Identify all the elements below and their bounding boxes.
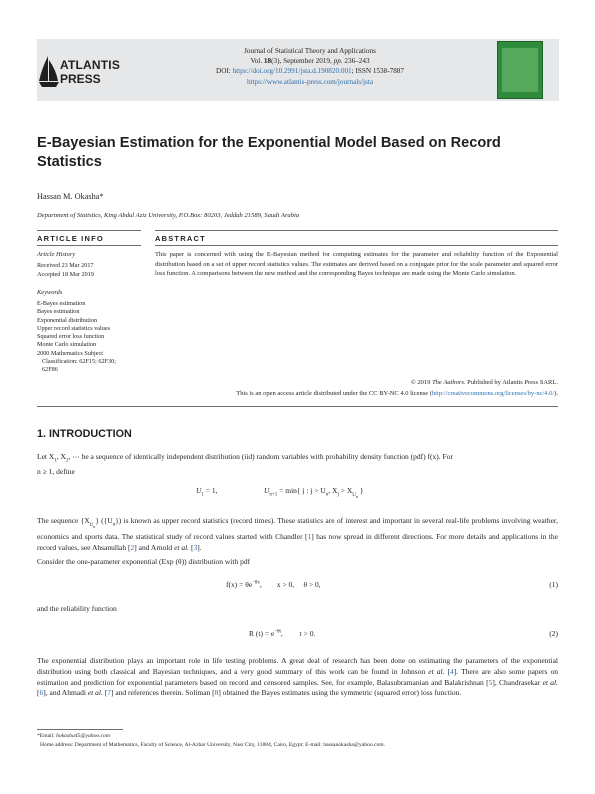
text-run: ]. <box>197 543 202 553</box>
keyword: Bayes estimation <box>37 308 80 316</box>
author-name: Hassan M. Okasha* <box>37 192 104 201</box>
abstract-rule <box>155 245 558 246</box>
citation-link[interactable]: 7 <box>107 688 111 698</box>
email-line <box>37 732 385 741</box>
eq-rhs: = min{ j : j > U <box>279 486 326 495</box>
journal-name: Journal of Statistical Theory and Applications <box>244 47 376 55</box>
text-run: et al. <box>174 543 190 553</box>
footnote <box>37 732 385 750</box>
issn: ; ISSN 1538-7887 <box>351 67 404 76</box>
journal-cover-thumbnail[interactable] <box>497 41 543 99</box>
text-run: et al. <box>542 677 559 687</box>
email-label: *Email: <box>37 733 57 739</box>
logo-text-line2: PRESS <box>60 72 101 86</box>
author-affiliation: Department of Statistics, King Abdul Aziz University, P.O.Box: 80203, Jeddah 21589, Saudi Arabia <box>37 212 300 219</box>
copyright-prefix: © 2019 <box>410 379 433 386</box>
keywords-list <box>37 300 116 375</box>
ship-icon <box>36 54 62 88</box>
journal-citation <box>150 46 470 87</box>
text-run: ] obtained the Bayes estimates using the symmetric (squared error) loss function. <box>218 688 462 698</box>
keyword: Exponential distribution <box>37 316 97 324</box>
equation-1-number: (1) <box>549 580 558 589</box>
eq-symbol: U <box>196 486 202 495</box>
article-info-heading: ARTICLE INFO <box>37 234 104 243</box>
doi-link[interactable]: https://doi.org/10.2991/jsta.d.190820.001 <box>232 67 352 76</box>
eq-cond: , t > 0. <box>280 629 316 638</box>
msc-line: 62F86 <box>42 366 58 374</box>
received-date: Received 23 Mar 2017 <box>37 262 94 269</box>
text-run: [ <box>37 688 40 698</box>
text-run: et al. <box>87 688 103 698</box>
citation-link[interactable]: 1 <box>307 532 312 542</box>
eq-rhs: > X <box>338 486 353 495</box>
text-run: ]. There are also some papers on estimation and prediction for exponential parameters based on record and censored samples. See, for example, Balasubramanian and Balakrishnan [ <box>37 666 558 687</box>
introduction-heading: 1. INTRODUCTION <box>37 428 132 440</box>
citation-link[interactable]: 8 <box>214 688 219 698</box>
accepted-date: Accepted 18 Mar 2019 <box>37 271 94 278</box>
eq-rhs: } <box>357 486 364 495</box>
text-run: The exponential distribution plays an important role in life testing problems. A great deal of research has been done on estimating the parameters of the exponential distribution using both classical and Bayesian techniques, and a very good summary of this work can be found in Johnson <box>37 656 558 676</box>
keywords-label: Keywords <box>37 289 63 296</box>
intro-paragraph-3: Consider the one-parameter exponential (Exp (θ)) distribution with pdf <box>37 557 251 566</box>
citation-link[interactable]: 3 <box>193 543 198 553</box>
text-run: [ <box>102 688 108 698</box>
msc-line: Classification: 62F15; 62F30; <box>42 358 116 366</box>
footnote-rule <box>37 729 123 730</box>
article-history-label: Article History <box>37 251 76 258</box>
msc-line: 2000 Mathematics Subject <box>37 349 103 357</box>
license-link[interactable]: http://creativecommons.org/licenses/by-nc/4.0/ <box>431 390 555 397</box>
equation-1 <box>226 580 321 589</box>
keyword: Monte Carlo simulation <box>37 341 97 349</box>
eq-symbol: U <box>264 486 270 495</box>
intro-paragraph-1: Let $X_1$, $X_2$, ⋯ be a sequence of identically independent distribution (iid) random variables with probability density function (pdf) f(x). For n ≥ 1, define <box>37 452 453 477</box>
doi-line <box>150 66 470 76</box>
text-run: Let X <box>37 452 55 461</box>
equation-2 <box>249 629 315 638</box>
abstract-bottom-rule <box>37 406 558 407</box>
text-run: ] and Arnold <box>134 543 175 553</box>
article-info-rule <box>37 245 141 246</box>
citation-link[interactable]: 4 <box>450 666 454 676</box>
equation-un: $U_{n+1} = \min${ j : $j > U_n$, $X_j > X_{U_n}$ } <box>264 486 364 499</box>
text-run: ] and references therein. Soliman [ <box>110 688 215 698</box>
eq-rhs: , X <box>328 486 338 495</box>
abstract-top-rule <box>155 230 558 231</box>
abstract-heading: ABSTRACT <box>155 234 206 243</box>
text-run: [ <box>189 543 194 553</box>
article-info-top-rule <box>37 230 141 231</box>
abstract-text: This paper is concerned with using the E-Bayesian method for computing estimates for the parameter and reliability function of the Exponential distribution based on a set of upper record statistics values. The estimates are derived based on a conjugate prior for the scale parameter and squared error loss function. A comparisons between the new method and the corresponding Bayes technique are made using the Monte Carlo simulation. <box>155 251 558 278</box>
copyright-authors: The Authors <box>432 379 464 386</box>
citation-link[interactable]: 2 <box>130 543 135 553</box>
cover-artwork <box>502 48 538 92</box>
eq-sup: −θx <box>252 580 260 586</box>
keyword: E-Bayes estimation <box>37 300 86 307</box>
journal-url-link[interactable]: https://www.atlantis-press.com/journals/jsta <box>246 77 374 86</box>
text-run: , ⋯ be a sequence of identically independent distribution (iid) random variables with probability density function (pdf) f(x). For <box>68 452 453 461</box>
text-run: ], Chandrasekar <box>492 677 543 687</box>
text-run: ], and Ahmadi <box>43 688 88 698</box>
license-suffix: ). <box>554 390 558 397</box>
text-run: ] has now spread in different directions. For more details and applications in the record values, see Ahsanullah [ <box>37 532 558 553</box>
home-address-line: Home address: Department of Mathematics, Faculty of Science, Al-Azhar University, Nasr City, 11884, Cairo, Egypt; E-mail: hassanokasha@yahoo.com. <box>40 741 386 748</box>
publisher-logo[interactable] <box>36 52 121 92</box>
keyword: Squared error loss function <box>37 333 105 341</box>
copyright-line <box>155 379 558 386</box>
text-run: The sequence {X <box>37 516 90 525</box>
intro-paragraph-4: and the reliability function <box>37 604 117 613</box>
text-run: n ≥ 1, define <box>37 467 75 477</box>
eq-rhs: = 1, <box>205 486 218 495</box>
citation-link[interactable]: 5 <box>488 677 493 687</box>
doi-prefix: DOI: <box>216 67 233 76</box>
logo-text-line1: ATLANTIS <box>60 58 121 72</box>
eq-sup: −θt <box>274 629 281 635</box>
intro-paragraph-2: The sequence $\{X_{U_n}\}$ $(\{U_n\})$ is known as upper record statistics (record times). These statistics are of interest and important in several real-life problems involving weather, economics and sports data. The statistical study of record values started with Chandler [1] has now spread in different directions. For more details and applications in the record values, see Ahsanullah [2] and Arnold et al. [3]. <box>37 516 558 553</box>
text-run: } ({U <box>95 516 113 525</box>
license-prefix: This is an open access article distributed under the CC BY-NC 4.0 license ( <box>236 390 432 397</box>
eq-cond: , x > 0, θ > 0, <box>259 580 321 589</box>
text-run: [ <box>444 666 451 676</box>
eq-body: R (t) = e <box>249 629 275 638</box>
text-run: , X <box>56 452 66 461</box>
volume-line: Vol. 18(3), September 2019, pp. 236–243 <box>250 57 370 66</box>
citation-link[interactable]: 6 <box>39 688 44 698</box>
copyright-suffix: . Published by Atlantis Press SARL. <box>463 379 558 386</box>
intro-paragraph-5 <box>37 656 558 699</box>
text-run: }) is known as upper record statistics (record times). These statistics are of interest and important in several real-life problems involving weather, economics and sports data. The statistical study of record values started with Chandler [ <box>37 516 558 542</box>
equation-2-number: (2) <box>549 629 558 638</box>
article-title: E-Bayesian Estimation for the Exponential Model Based on Record Statistics <box>37 135 501 170</box>
email-address[interactable]: hokasha45@yahoo.com <box>56 733 110 739</box>
equation-u1: $U_1 = 1$, <box>196 486 218 498</box>
license-line <box>155 390 558 397</box>
eq-body: f(x) = θe <box>226 580 253 589</box>
text-run: et al. <box>428 666 445 676</box>
keyword: Upper record statistics values <box>37 324 111 332</box>
